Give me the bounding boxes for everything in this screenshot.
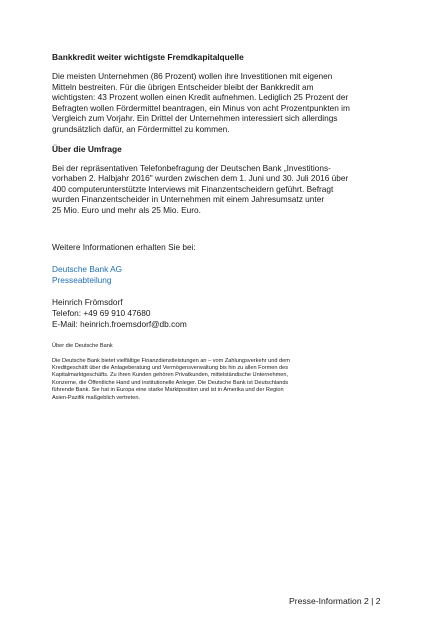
page-footer: Presse-Information 2 | 2 (289, 596, 381, 606)
text-line: Die meisten Unternehmen (86 Prozent) wollen ihre Investitionen mit eigenen (52, 71, 333, 81)
press-release-page (52, 52, 402, 402)
text-line: grundsätzlich dafür, an Fördermittel zu kommen. (52, 123, 230, 134)
text-line: Asien-Pazifik maßgeblich vertreten. (52, 394, 140, 401)
text-line: Bei der repräsentativen Telefonbefragung der Deutschen Bank „Investitions- (52, 162, 331, 173)
text-line: Die Deutsche Bank bietet vielfältige Finanzdienstleistungen an – vom Zahlungsverkehr und dem (52, 357, 290, 364)
about-paragraph (52, 358, 402, 402)
contact-person-block (52, 297, 402, 329)
text-line: Befragten wollen Fördermittel beantragen, ein Minus von acht Prozentpunkten im (52, 102, 350, 113)
contact-email: E-Mail: heinrich.froemsdorf@db.com (52, 318, 187, 329)
text-line: wurden Finanzentscheider in Unternehmen mit einem Jahresumsatz unter (52, 194, 325, 205)
text-line: 400 computerunterstützte Interviews mit Finanzentscheidern geführt. Befragt (52, 183, 334, 194)
text-line: Konzerne, die Öffentliche Hand und institutionelle Anleger. Die Deutsche Bank ist Deutschlands (52, 379, 289, 386)
contact-company-block (52, 264, 402, 285)
about-heading: Über die Deutsche Bank (52, 343, 113, 350)
contact-department: Presseabteilung (52, 274, 112, 285)
text-line: 25 Mio. Euro und mehr als 25 Mio. Euro. (52, 204, 201, 215)
text-line: Mitteln bestreiten. Für die übrigen Entscheider bleibt der Bankkredit am (52, 81, 314, 92)
text-line: vorhaben 2. Halbjahr 2016" wurden zwischen dem 1. Juni und 30. Juli 2016 über (52, 173, 349, 184)
contact-company: Deutsche Bank AG (52, 264, 123, 275)
contact-intro: Weitere Informationen erhalten Sie bei: (52, 241, 196, 252)
text-line: Vergleich zum Vorjahr. Ein Drittel der Unternehmen interessiert sich allerdings (52, 113, 338, 124)
contact-name: Heinrich Frömsdorf (52, 297, 123, 308)
text-line: wichtigsten: 43 Prozent wollen einen Kredit aufnehmen. Lediglich 25 Prozent der (52, 92, 349, 103)
paragraph-survey (52, 163, 402, 216)
paragraph-bank-credit (52, 71, 402, 135)
text-line: Kreditgeschäft über die Anlageberatung und Vermögensverwaltung bis hin zu allen Formen des (52, 365, 289, 371)
text-line: Kapitalmarktgeschäfts. Zu ihren Kunden gehören Privatkunden, mittelständische Unternehmen, (52, 372, 289, 379)
contact-phone: Telefon: +49 69 910 47680 (52, 307, 151, 318)
section-heading-bank-credit: Bankkredit weiter wichtigste Fremdkapitalquelle (52, 52, 244, 62)
section-heading-survey: Über die Umfrage (52, 143, 122, 154)
text-line: führende Bank. Sie hat in Europa eine starke Marktposition und ist in Amerika und der Region (52, 387, 284, 394)
